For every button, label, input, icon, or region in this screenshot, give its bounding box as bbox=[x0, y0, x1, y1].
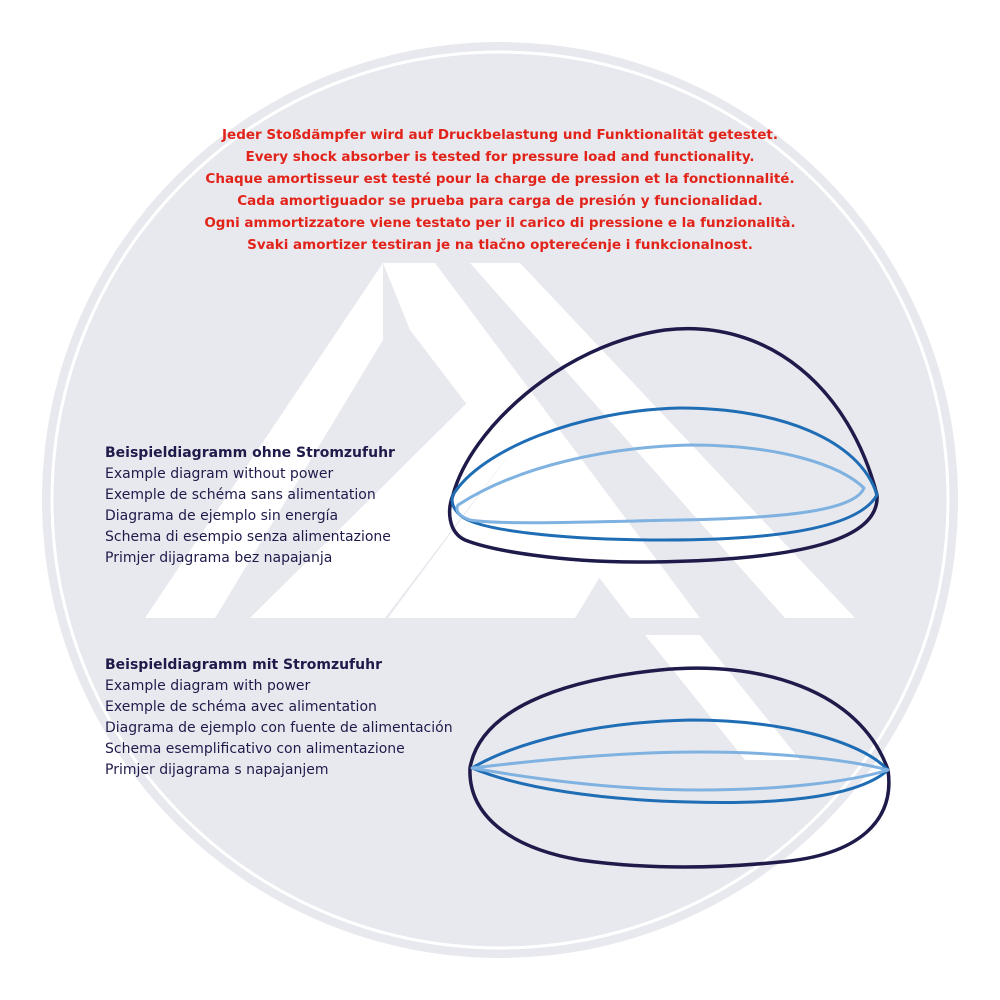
caption-line: Exemple de schéma avec alimentation bbox=[105, 699, 377, 715]
caption-line: Diagrama de ejemplo con fuente de alimentación bbox=[105, 720, 453, 736]
test-statement-hr: Svaki amortizer testiran je na tlačno opterećenje i funkcionalnost. bbox=[247, 237, 753, 253]
diagram-without-power-title: Beispieldiagramm ohne Stromzufuhr bbox=[105, 445, 395, 461]
diagram-without-power bbox=[450, 329, 877, 562]
curve-inner bbox=[457, 445, 864, 523]
caption-line: Diagrama de ejemplo sin energía bbox=[105, 508, 339, 524]
caption-line: Example diagram without power bbox=[105, 466, 334, 482]
diagram-with-power bbox=[470, 668, 889, 867]
test-statement-de: Jeder Stoßdämpfer wird auf Druckbelastung und Funktionalität getestet. bbox=[222, 127, 778, 143]
caption-line: Schema di esempio senza alimentazione bbox=[105, 529, 391, 545]
curve-outer bbox=[470, 668, 889, 867]
test-statement-es: Cada amortiguador se prueba para carga de presión y funcionalidad. bbox=[237, 193, 763, 209]
diagram-with-power-title: Beispieldiagramm mit Stromzufuhr bbox=[105, 657, 382, 673]
caption-line: Primjer dijagrama bez napajanja bbox=[105, 550, 333, 566]
test-statement-fr: Chaque amortisseur est testé pour la charge de pression et la fonctionnalité. bbox=[205, 171, 795, 187]
test-statement-en: Every shock absorber is tested for pressure load and functionality. bbox=[245, 149, 755, 165]
curve-inner bbox=[472, 752, 888, 790]
caption-line: Primjer dijagrama s napajanjem bbox=[105, 762, 329, 778]
caption-line: Exemple de schéma sans alimentation bbox=[105, 487, 376, 503]
test-statement-it: Ogni ammortizzatore viene testato per il carico di pressione e la funzionalità. bbox=[204, 215, 796, 231]
caption-line: Example diagram with power bbox=[105, 678, 311, 694]
caption-line: Schema esemplificativo con alimentazione bbox=[105, 741, 405, 757]
